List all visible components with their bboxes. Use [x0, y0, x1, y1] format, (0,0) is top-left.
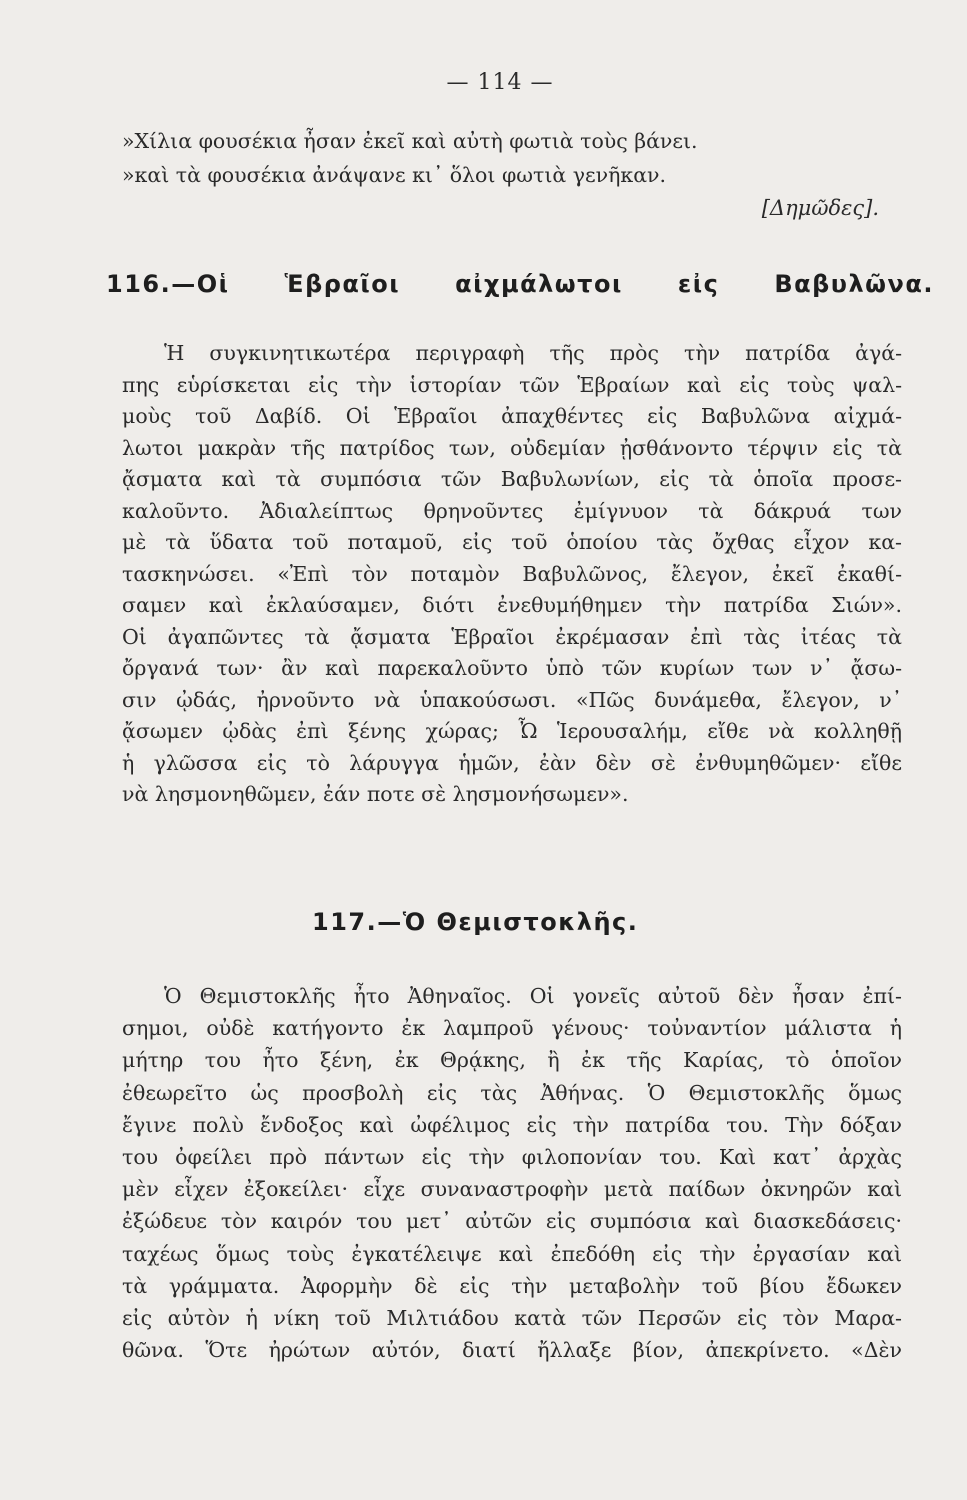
paragraph-line: ἐξώδευε τὸν καιρόν του μετ᾿ αὐτῶν εἰς συμπόσια καὶ διασκεδάσεις· [122, 1209, 902, 1234]
paragraph-line: ᾄσματα καὶ τὰ συμπόσια τῶν Βαβυλωνίων, εἰς τὰ ὁποῖα προσε- [122, 467, 902, 491]
paragraph-line: τασκηνώσει. «Ἐπὶ τὸν ποταμὸν Βαβυλῶνος, ἔλεγον, ἐκεῖ ἐκαθί- [122, 561, 902, 586]
paragraph-line: σιν ᾠδάς, ἠρνοῦντο νὰ ὑπακούσωσι. «Πῶς δυνάμεθα, ἔλεγον, ν᾿ [122, 687, 902, 712]
section-heading-116: 116.—Οἱ Ἑβραῖοι αἰχμάλωτοι εἰς Βαβυλῶνα. [106, 270, 934, 298]
paragraph-line: ἐθεωρεῖτο ὡς προσβολὴ εἰς τὰς Ἀθήνας. Ὁ Θεμιστοκλῆς ὅμως [122, 1080, 902, 1105]
paragraph-line: μοὺς τοῦ Δαβίδ. Οἱ Ἑβραῖοι ἀπαχθέντες εἰς Βαβυλῶνα αἰχμά- [122, 404, 902, 428]
section-heading-117: 117.—Ὁ Θεμιστοκλῆς. [312, 908, 639, 936]
paragraph-line: ὄργανά των· ἂν καὶ παρεκαλοῦντο ὑπὸ τῶν κυρίων των ν᾿ ᾄσω- [122, 656, 902, 680]
paragraph-line: μήτηρ του ἦτο ξένη, ἐκ Θρᾴκης, ἢ ἐκ τῆς Καρίας, τὸ ὁποῖον [122, 1048, 902, 1073]
poem-attribution: [Δημῶδες]. [761, 196, 879, 220]
paragraph-line: μὲ τὰ ὕδατα τοῦ ποταμοῦ, εἰς τοῦ ὁποίου τὰς ὄχθας εἶχον κα- [122, 530, 902, 554]
paragraph-line: θῶνα. Ὅτε ἠρώτων αὐτόν, διατί ἤλλαξε βίον, ἀπεκρίνετο. «Δὲν [122, 1338, 902, 1363]
paragraph-line: τὰ γράμματα. Ἀφορμὴν δὲ εἰς τὴν μεταβολὴν τοῦ βίου ἔδωκεν [122, 1273, 902, 1298]
paragraph-line: μὲν εἶχεν ἐξοκείλει· εἶχε συναναστροφὴν μετὰ παίδων ὀκνηρῶν καὶ [122, 1177, 902, 1202]
paragraph-line: εἰς αὐτὸν ἡ νίκη τοῦ Μιλτιάδου κατὰ τῶν Περσῶν εἰς τὸν Μαρα- [122, 1306, 902, 1331]
paragraph-line: πης εὑρίσκεται εἰς τὴν ἱστορίαν τῶν Ἑβραίων καὶ εἰς τοὺς ψαλ- [122, 372, 902, 397]
paragraph-line: ᾄσωμεν ᾠδὰς ἐπὶ ξένης χώρας; Ὦ Ἱερουσαλήμ, εἴθε νὰ κολληθῇ [122, 719, 902, 743]
paragraph-line: ἔγινε πολὺ ἔνδοξος καὶ ὠφέλιμος εἰς τὴν πατρίδα του. Τὴν δόξαν [122, 1112, 902, 1137]
section-body-117 [122, 980, 902, 1366]
paragraph-line: λωτοι μακρὰν τῆς πατρίδος των, οὐδεμίαν ᾐσθάνοντο τέρψιν εἰς τὰ [122, 435, 902, 460]
paragraph-line: ἡ γλῶσσα εἰς τὸ λάρυγγα ἡμῶν, ἐὰν δὲν σὲ ἐνθυμηθῶμεν· εἴθε [122, 750, 902, 775]
paragraph-line: σημοι, οὐδὲ κατήγοντο ἐκ λαμπροῦ γένους· τοὐναντίον μάλιστα ἡ [122, 1016, 902, 1041]
page-number: — 114 — [446, 70, 554, 95]
section-body-116 [122, 338, 902, 811]
paragraph-line: καλοῦντο. Ἀδιαλείπτως θρηνοῦντες ἐμίγνυον τὰ δάκρυά των [122, 498, 902, 523]
paragraph-line: Οἱ ἀγαπῶντες τὰ ᾄσματα Ἑβραῖοι ἐκρέμασαν ἐπὶ τὰς ἰτέας τὰ [122, 624, 902, 649]
paragraph-line: σαμεν καὶ ἐκλαύσαμεν, διότι ἐνεθυμήθημεν τὴν πατρίδα Σιών». [122, 593, 902, 617]
paragraph-line: του ὀφείλει πρὸ πάντων εἰς τὴν φιλοπονίαν του. Καὶ κατ᾿ ἀρχὰς [122, 1145, 902, 1170]
paragraph-line: ταχέως ὅμως τοὺς ἐγκατέλειψε καὶ ἐπεδόθη εἰς τὴν ἐργασίαν καὶ [122, 1241, 902, 1266]
paragraph-line: νὰ λησμονηθῶμεν, ἐάν ποτε σὲ λησμονήσωμεν». [122, 782, 629, 806]
poem-line: »Χίλια φουσέκια ἦσαν ἐκεῖ καὶ αὐτὴ φωτιὰ τοὺς βάνει. [122, 129, 698, 153]
paragraph-line: Ὁ Θεμιστοκλῆς ἦτο Ἀθηναῖος. Οἱ γονεῖς αὐτοῦ δὲν ἦσαν ἐπί- [164, 984, 902, 1008]
poem-line: »καὶ τὰ φουσέκια ἀνάψανε κι᾿ ὅλοι φωτιὰ γενῆκαν. [122, 163, 667, 187]
paragraph-line: Ἡ συγκινητικωτέρα περιγραφὴ τῆς πρὸς τὴν πατρίδα ἀγά- [164, 341, 902, 365]
